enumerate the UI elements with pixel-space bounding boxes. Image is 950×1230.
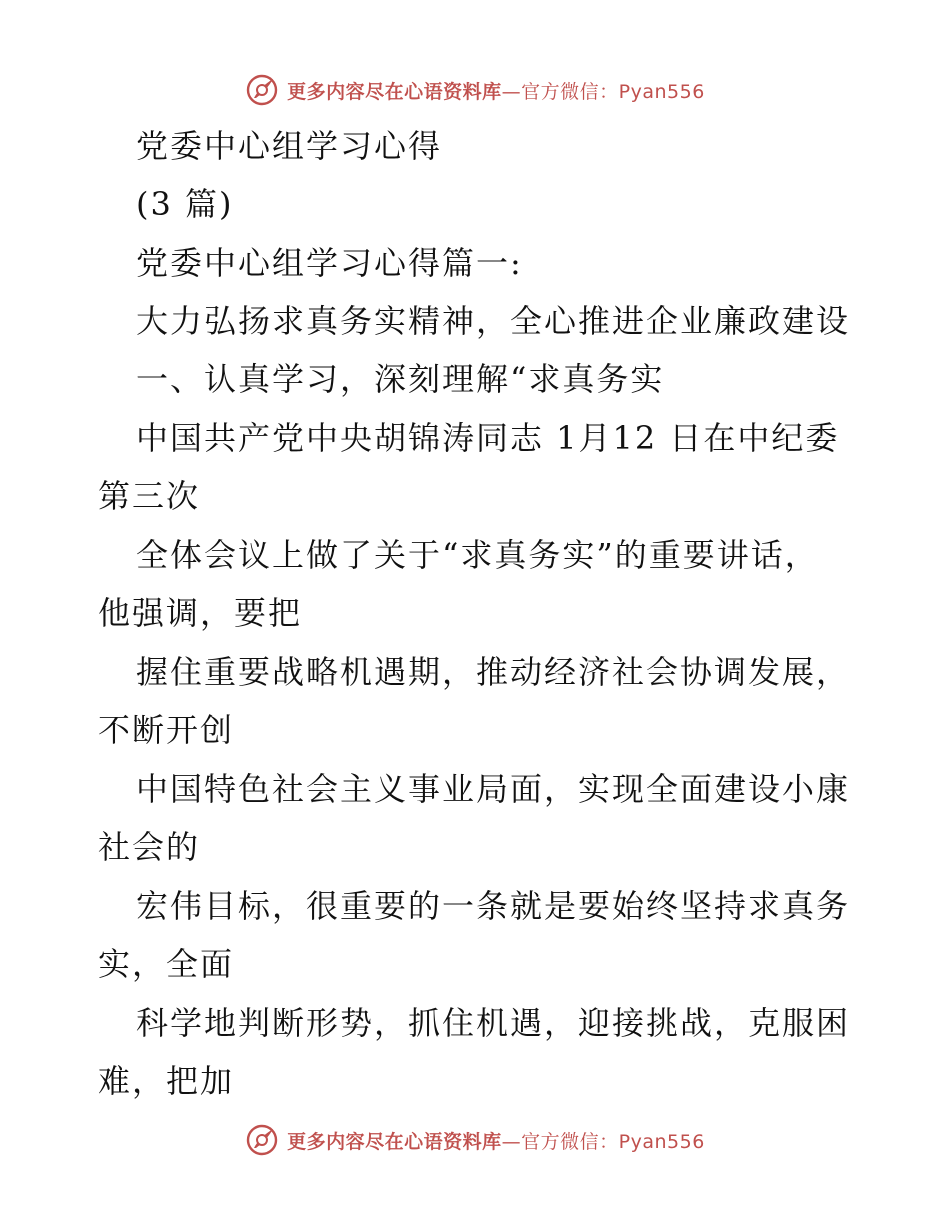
paragraph-line: 不断开创 — [98, 711, 235, 749]
paragraph-line: 科学地判断形势，抓住机遇，迎接挑战，克服困 — [136, 1004, 851, 1042]
article-title: 大力弘扬求真务实精神，全心推进企业廉政建设 — [136, 302, 851, 340]
footer-banner — [0, 1120, 950, 1160]
paragraph-line: 中国共产党中央胡锦涛同志 1月12 日在中纪委 — [136, 419, 840, 457]
paragraph-line: 难，把加 — [98, 1062, 235, 1100]
header-banner-lead: 更多内容尽在心语资料库 — [287, 80, 502, 103]
point-one-heading: 一、认真学习，深刻理解“求真务实 — [136, 360, 665, 398]
paragraph-line: 全体会议上做了关于“求真务实”的重要讲话， — [136, 536, 819, 574]
header-banner-text — [287, 77, 705, 104]
paragraph-line: 中国特色社会主义事业局面，实现全面建设小康 — [136, 770, 851, 808]
document-subtitle: (3 篇) — [136, 185, 234, 223]
footer-banner-lead: 更多内容尽在心语资料库 — [287, 1130, 502, 1153]
paragraph-line: 他强调，要把 — [98, 594, 303, 632]
quill-logo-icon — [245, 73, 279, 107]
footer-banner-text — [287, 1127, 705, 1154]
footer-banner-contact: 官方微信：Pyan556 — [521, 1130, 705, 1153]
paragraph-line: 实，全面 — [98, 945, 235, 983]
section-heading: 党委中心组学习心得篇一: — [136, 244, 523, 282]
document-title: 党委中心组学习心得 — [136, 127, 443, 165]
header-banner — [0, 70, 950, 110]
quill-logo-icon — [245, 1123, 279, 1157]
paragraph-line: 第三次 — [98, 477, 201, 515]
footer-banner-separator: — — [501, 1130, 522, 1153]
header-banner-contact: 官方微信：Pyan556 — [521, 80, 705, 103]
paragraph-line: 握住重要战略机遇期，推动经济社会协调发展， — [136, 653, 851, 691]
paragraph-line: 宏伟目标，很重要的一条就是要始终坚持求真务 — [136, 887, 851, 925]
header-banner-separator: — — [501, 80, 522, 103]
paragraph-line: 社会的 — [98, 828, 201, 866]
